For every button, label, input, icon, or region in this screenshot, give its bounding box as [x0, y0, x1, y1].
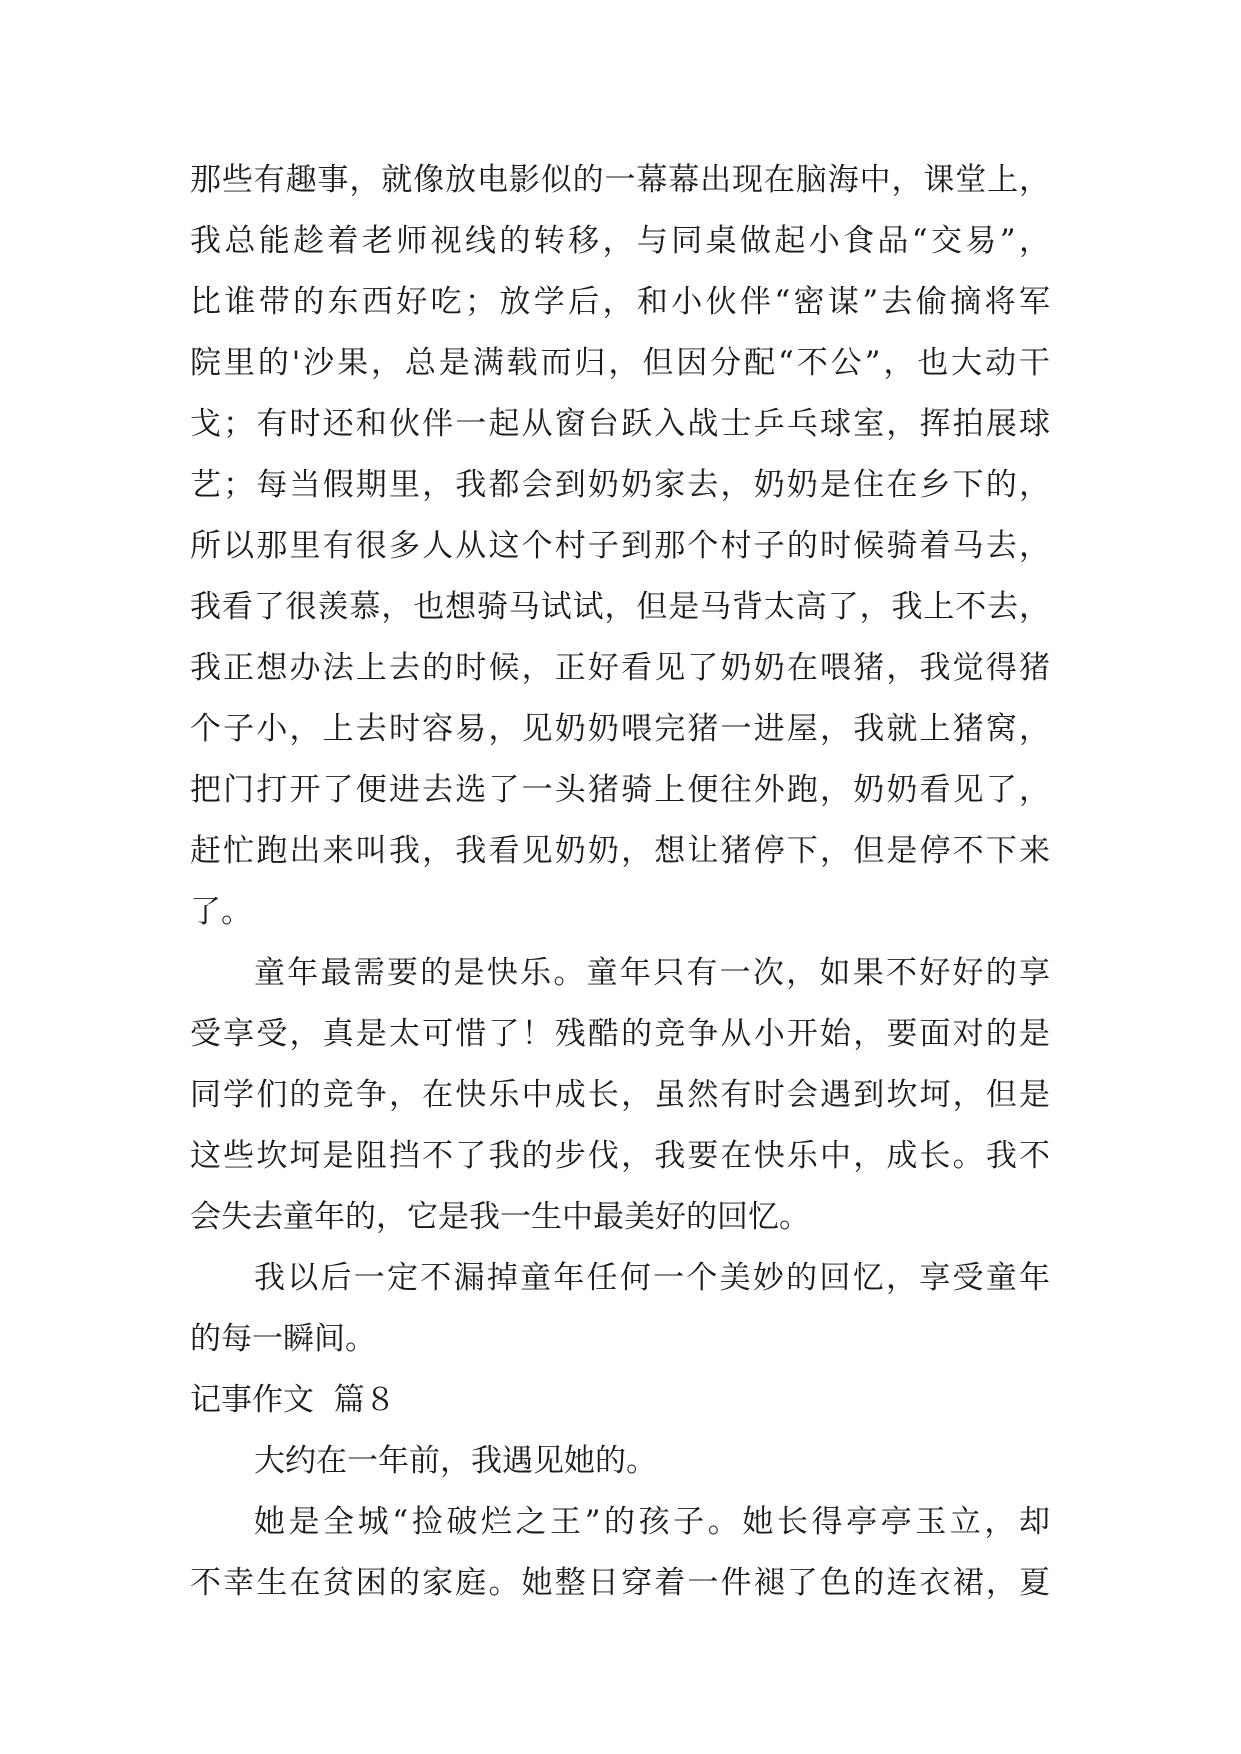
text-line: 这些坎坷是阻挡不了我的步伐，我要在快乐中，成长。我不: [190, 1138, 1050, 1174]
text-line: 院里的'沙果，总是满载而归，但因分配“不公”，也大动干: [190, 345, 1050, 381]
text-line: 那些有趣事，就像放电影似的一幕幕出现在脑海中，课堂上，: [190, 162, 1050, 198]
text-line: 她是全城“捡破烂之王”的孩子。她长得亭亭玉立，却: [254, 1504, 1050, 1540]
text-line: 艺；每当假期里，我都会到奶奶家去，奶奶是住在乡下的，: [190, 467, 1050, 503]
section-heading: 记事作文 篇８: [190, 1382, 396, 1418]
paragraph: [190, 943, 1050, 1248]
text-line: 会失去童年的，它是我一生中最美好的回忆。: [190, 1199, 810, 1235]
text-line: 我正想办法上去的时候，正好看见了奶奶在喂猪，我觉得猪: [190, 650, 1050, 686]
text-line: 比谁带的东西好吃；放学后，和小伙伴“密谋”去偷摘将军: [190, 284, 1050, 320]
text-line: 同学们的竞争，在快乐中成长，虽然有时会遇到坎坷，但是: [190, 1077, 1050, 1113]
text-line: 把门打开了便进去选了一头猪骑上便往外跑，奶奶看见了，: [190, 772, 1050, 808]
text-line: 所以那里有很多人从这个村子到那个村子的时候骑着马去，: [190, 528, 1050, 564]
paragraph: [190, 150, 1050, 943]
text-line: 不幸生在贫困的家庭。她整日穿着一件褪了色的连衣裙，夏: [190, 1565, 1050, 1601]
text-line: 赶忙跑出来叫我，我看见奶奶，想让猪停下，但是停不下来: [190, 833, 1050, 869]
text-line: 我看了很羡慕，也想骑马试试，但是马背太高了，我上不去，: [190, 589, 1050, 625]
document-body: [190, 150, 1050, 1614]
text-line: 个子小，上去时容易，见奶奶喂完猪一进屋，我就上猪窝，: [190, 711, 1050, 747]
text-line: 的每一瞬间。: [190, 1321, 376, 1357]
text-line: 大约在一年前，我遇见她的。: [254, 1443, 657, 1479]
text-line: 受享受，真是太可惜了！残酷的竞争从小开始，要面对的是: [190, 1016, 1050, 1052]
text-line: 了。: [190, 894, 252, 930]
text-line: 我总能趁着老师视线的转移，与同桌做起小食品“交易”，: [190, 223, 1050, 259]
text-line: 童年最需要的是快乐。童年只有一次，如果不好好的享: [254, 955, 1050, 991]
paragraph: [190, 1431, 1050, 1492]
paragraph: [190, 1248, 1050, 1370]
text-line: 戈；有时还和伙伴一起从窗台跃入战士乒乓球室，挥拍展球: [190, 406, 1050, 442]
text-line: 我以后一定不漏掉童年任何一个美妙的回忆，享受童年: [254, 1260, 1050, 1296]
paragraph: [190, 1492, 1050, 1614]
